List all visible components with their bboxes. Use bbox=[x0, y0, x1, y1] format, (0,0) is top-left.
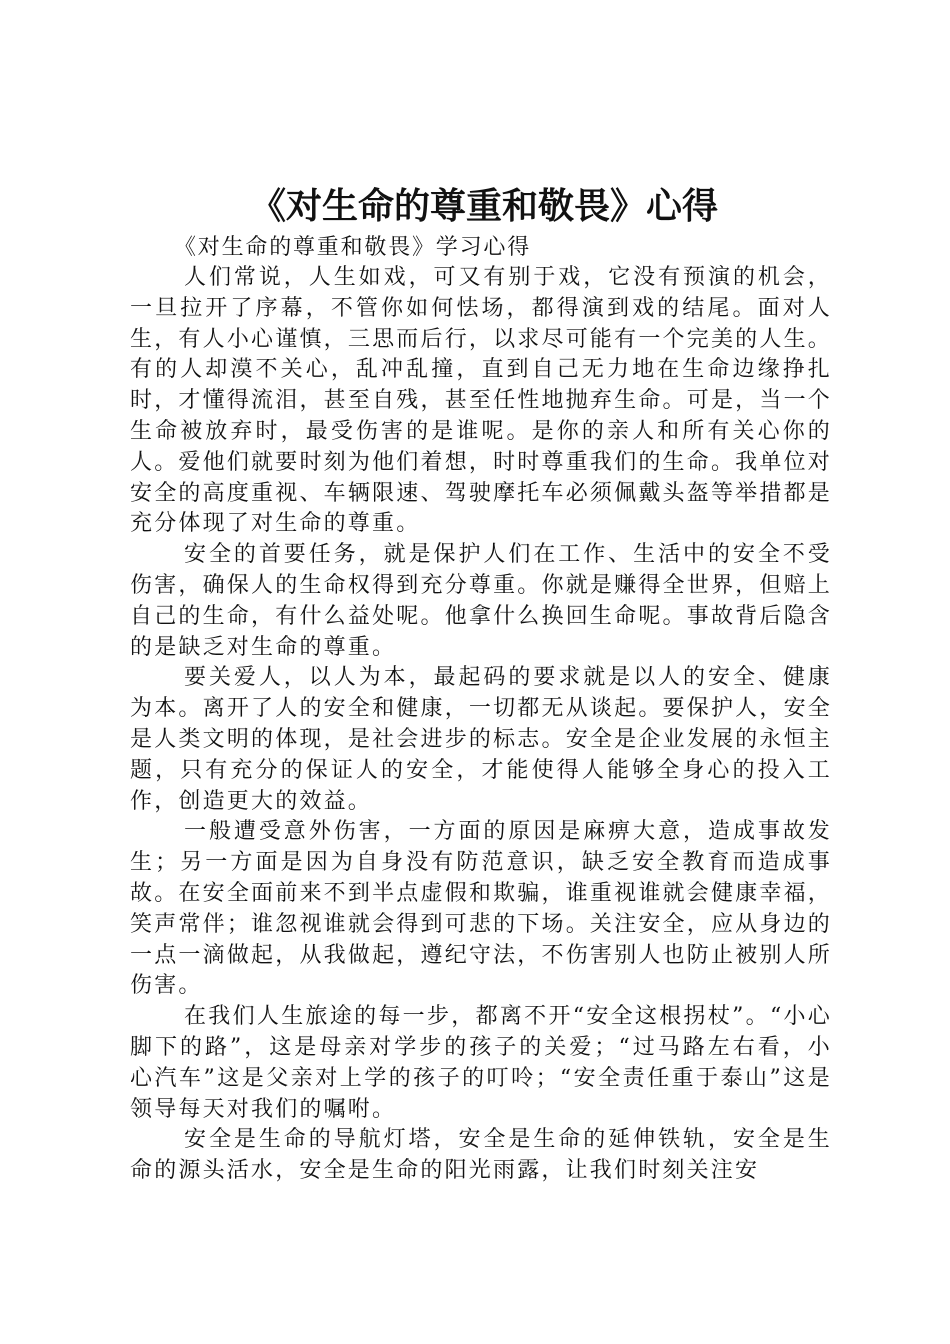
paragraph-6: 安全是生命的导航灯塔，安全是生命的延伸铁轨，安全是生命的源头活水，安全是生命的阳光雨露，让我们时刻关注安 bbox=[130, 1127, 832, 1184]
paragraph-3: 要关爱人，以人为本，最起码的要求就是以人的安全、健康为本。离开了人的安全和健康，一切都无从谈起。要保护人，安全是人类文明的体现，是社会进步的标志。安全是企业发展的永恒主题，只有充分的保证人的安全，才能使得人能够全身心的投入工作，创造更大的效益。 bbox=[130, 665, 832, 814]
paragraph-5: 在我们人生旅途的每一步，都离不开“安全这根拐杖”。“小心脚下的路”，这是母亲对学步的孩子的关爱；“过马路左右看，小心汽车”这是父亲对上学的孩子的叮呤；“安全责任重于泰山”这是领导每天对我们的嘱咐。 bbox=[130, 1004, 832, 1122]
paragraph-1: 人们常说，人生如戏，可又有别于戏，它没有预演的机会，一旦拉开了序幕，不管你如何怯场，都得演到戏的结尾。面对人生，有人小心谨慎，三思而后行，以求尽可能有一个完美的人生。有的人却漠不关心，乱冲乱撞，直到自己无力地在生命边缘挣扎时，才懂得流泪，甚至自残，甚至任性地抛弃生命。可是，当一个生命被放弃时，最受伤害的是谁呢。是你的亲人和所有关心你的人。爱他们就要时刻为他们着想，时时尊重我们的生命。我单位对安全的高度重视、车辆限速、驾驶摩托车必须佩戴头盔等举措都是充分体现了对生命的尊重。 bbox=[130, 265, 832, 537]
paragraph-4: 一般遭受意外伤害，一方面的原因是麻痹大意，造成事故发生；另一方面是因为自身没有防范意识，缺乏安全教育而造成事故。在安全面前来不到半点虚假和欺骗，谁重视谁就会健康幸福，笑声常伴；谁忽视谁就会得到可悲的下场。关注安全，应从身边的一点一滴做起，从我做起，遵纪守法，不伤害别人也防止被别人所伤害。 bbox=[130, 819, 832, 999]
paragraph-2: 安全的首要任务，就是保护人们在工作、生活中的安全不受伤害，确保人的生命权得到充分尊重。你就是赚得全世界，但赔上自己的生命，有什么益处呢。他拿什么换回生命呢。事故背后隐含的是缺乏对生命的尊重。 bbox=[130, 542, 832, 660]
document-title: 《对生命的尊重和敬畏》心得 bbox=[249, 185, 718, 227]
document-subtitle: 《对生命的尊重和敬畏》学习心得 bbox=[174, 235, 532, 260]
